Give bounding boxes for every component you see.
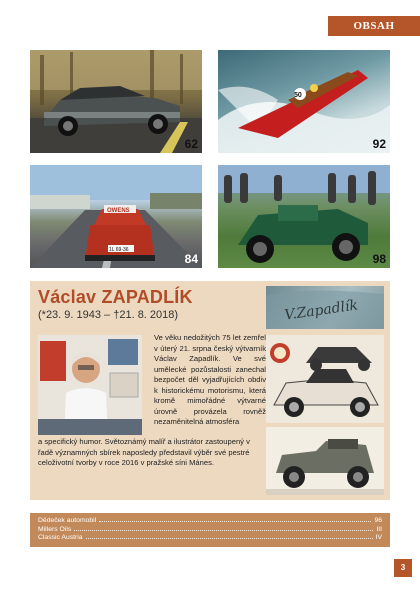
footer-page-number: 3	[394, 559, 412, 577]
leader-dots	[86, 538, 373, 539]
speedboat-image	[218, 50, 390, 153]
mustang-image	[30, 50, 202, 153]
index-item-page: IV	[375, 534, 382, 541]
vintage-car-image	[218, 165, 390, 268]
index-item-name: Dědeček automobil	[38, 517, 97, 524]
page-number-84: 84	[184, 252, 198, 266]
page-number-62: 62	[184, 137, 198, 151]
feature-dates: (*23. 9. 1943 – †21. 8. 2018)	[38, 309, 179, 321]
signature-text: V.Zapadlík	[283, 297, 359, 324]
index-item-page: 96	[374, 517, 382, 524]
feature-title: Václav ZAPADLÍK	[38, 287, 193, 307]
index-item[interactable]	[38, 517, 382, 526]
index-list	[30, 513, 390, 547]
photo-speedboat[interactable]	[218, 50, 390, 153]
vintage-car-illustrations	[266, 335, 384, 423]
index-item-name: Classic Austria	[38, 534, 83, 541]
photo-mustang[interactable]	[30, 50, 202, 153]
signature-artwork	[266, 286, 384, 329]
leader-dots	[74, 530, 373, 531]
index-item-page: III	[376, 525, 382, 533]
page-number-92: 92	[372, 137, 386, 151]
leader-dots	[99, 521, 371, 522]
portrait-photo	[38, 335, 142, 435]
index-item[interactable]	[38, 534, 382, 543]
feature-zapadlik	[30, 281, 390, 500]
svg-text:OWENS: OWENS	[107, 208, 130, 214]
photo-vintage-car[interactable]	[218, 165, 390, 268]
page-number-98: 98	[372, 252, 386, 266]
feature-body-wide: a specifický humor. Světoznámý malíř a ilustrátor zastoupený v řadě významných sbírek naposledy představil výběr své pestré celoživotní tvorby v roce 2016 v pražské síni Mánes.	[38, 437, 250, 467]
svg-text:50: 50	[294, 92, 302, 99]
rally-car-image	[30, 165, 202, 268]
feature-body-column: Ve věku nedožitých 75 let zemřel v úterý 21. srpna český výtvarník Václav Zapadlík. Ve své umělecké pozůstalosti zanechal bezpočet děl vyjadřujících obdiv k historickému motorismu, která kromě mimořádné výtvarné úrovně provázela rovněž nezaměnitelná atmosféra	[154, 333, 266, 426]
jeep-illustration	[266, 427, 384, 495]
photo-rally-car[interactable]	[30, 165, 202, 268]
section-tab-obsah: OBSAH	[328, 16, 420, 36]
index-item[interactable]	[38, 526, 382, 535]
rally-plate: 1L 69-36	[109, 247, 129, 253]
index-item-name: Millers Oils	[38, 525, 72, 533]
